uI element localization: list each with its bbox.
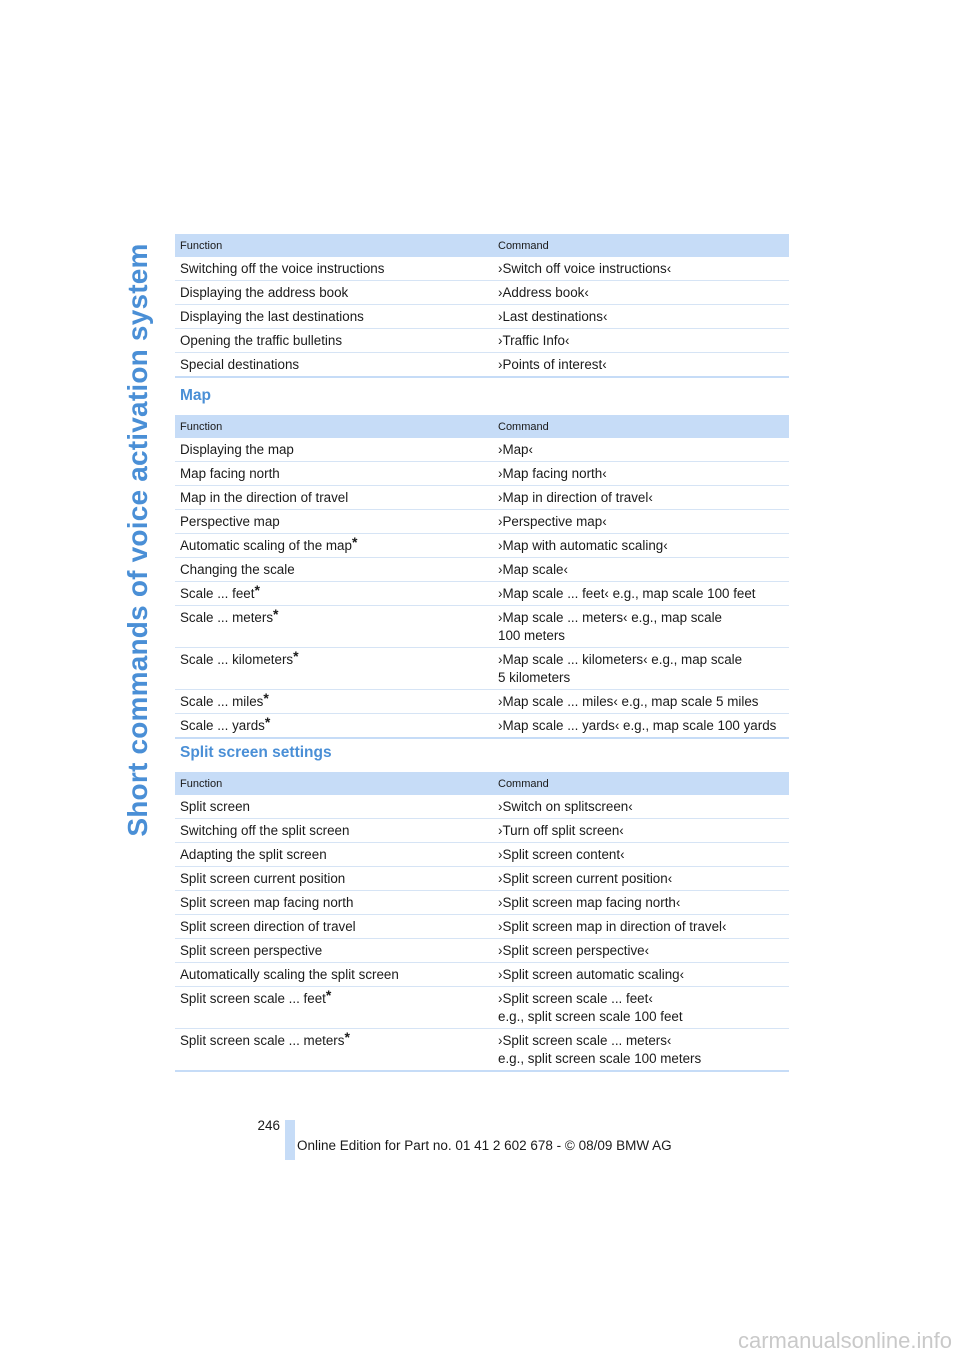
command-cell: ›Perspective map‹ — [493, 510, 789, 534]
table-row — [175, 795, 789, 819]
command-cell: ›Split screen map facing north‹ — [493, 891, 789, 915]
table-body — [175, 257, 789, 377]
function-text: Automatically scaling the split screen — [180, 966, 399, 982]
function-text: Opening the traffic bulletins — [180, 332, 343, 348]
command-cell: ›Map scale ... yards‹ e.g., map scale 100 yards — [493, 714, 789, 739]
command-cell: ›Last destinations‹ — [493, 305, 789, 329]
function-cell — [175, 281, 493, 305]
function-cell — [175, 714, 493, 739]
function-cell — [175, 690, 493, 714]
optional-equipment-star-icon: * — [263, 689, 269, 706]
table-row — [175, 939, 789, 963]
table-body — [175, 795, 789, 1071]
function-text: Switching off the voice instructions — [180, 260, 385, 276]
command-cell: ›Split screen content‹ — [493, 843, 789, 867]
table-row — [175, 819, 789, 843]
command-cell: ›Map scale ... meters‹ e.g., map scale 100 meters — [493, 606, 789, 648]
function-cell — [175, 795, 493, 819]
command-cell: ›Switch off voice instructions‹ — [493, 257, 789, 281]
command-cell: ›Map scale ... feet‹ e.g., map scale 100 feet — [493, 582, 789, 606]
table-row — [175, 843, 789, 867]
command-cell: ›Traffic Info‹ — [493, 329, 789, 353]
function-text: Split screen scale ... feet — [180, 990, 326, 1006]
table-row — [175, 257, 789, 281]
column-header-command: Command — [493, 772, 789, 795]
command-cell: ›Map scale ... kilometers‹ e.g., map scale 5 kilometers — [493, 648, 789, 690]
command-cell: ›Map scale‹ — [493, 558, 789, 582]
function-cell — [175, 353, 493, 378]
table-row — [175, 867, 789, 891]
function-text: Split screen map facing north — [180, 894, 354, 910]
table-row — [175, 305, 789, 329]
optional-equipment-star-icon: * — [273, 605, 279, 622]
table-row — [175, 690, 789, 714]
function-text: Scale ... meters — [180, 609, 274, 625]
table-header-row — [175, 415, 789, 438]
command-cell: ›Points of interest‹ — [493, 353, 789, 378]
table-row — [175, 915, 789, 939]
table-row — [175, 963, 789, 987]
table-row — [175, 353, 789, 378]
function-cell — [175, 867, 493, 891]
table-0 — [175, 234, 789, 378]
table-row — [175, 606, 789, 648]
function-text: Adapting the split screen — [180, 846, 327, 862]
table-row — [175, 558, 789, 582]
table-1 — [175, 415, 789, 739]
table-row — [175, 1029, 789, 1072]
function-cell — [175, 257, 493, 281]
function-cell — [175, 963, 493, 987]
table-row — [175, 329, 789, 353]
command-cell: ›Turn off split screen‹ — [493, 819, 789, 843]
column-header-command: Command — [493, 234, 789, 257]
function-text: Split screen direction of travel — [180, 918, 356, 934]
command-cell: ›Split screen automatic scaling‹ — [493, 963, 789, 987]
table-2 — [175, 772, 789, 1072]
column-header-command: Command — [493, 415, 789, 438]
function-text: Scale ... yards — [180, 717, 265, 733]
function-cell — [175, 939, 493, 963]
function-text: Displaying the address book — [180, 284, 349, 300]
sidebar-chapter-title — [118, 230, 158, 850]
function-cell — [175, 305, 493, 329]
commands-table-map — [175, 415, 789, 739]
function-text: Map facing north — [180, 465, 280, 481]
optional-equipment-star-icon: * — [325, 986, 332, 1003]
command-cell: ›Map in direction of travel‹ — [493, 486, 789, 510]
table-row — [175, 648, 789, 690]
function-cell — [175, 329, 493, 353]
function-cell — [175, 843, 493, 867]
function-cell — [175, 486, 493, 510]
column-header-function: Function — [175, 234, 493, 257]
optional-equipment-star-icon: * — [351, 533, 358, 550]
commands-table-split-screen — [175, 772, 789, 1072]
command-cell: ›Map scale ... miles‹ e.g., map scale 5 miles — [493, 690, 789, 714]
function-text: Perspective map — [180, 513, 280, 529]
function-cell — [175, 510, 493, 534]
function-cell — [175, 915, 493, 939]
function-text: Split screen perspective — [180, 942, 323, 958]
table-row — [175, 534, 789, 558]
function-cell — [175, 819, 493, 843]
command-cell: ›Map facing north‹ — [493, 462, 789, 486]
function-text: Displaying the map — [180, 441, 294, 457]
function-text: Displaying the last destinations — [180, 308, 364, 324]
chapter-title-text: Short commands of voice activation system — [122, 243, 153, 837]
command-cell: ›Split screen map in direction of travel‹ — [493, 915, 789, 939]
table-row — [175, 438, 789, 462]
function-text: Split screen scale ... meters — [180, 1032, 345, 1048]
command-cell: ›Map with automatic scaling‹ — [493, 534, 789, 558]
function-text: Scale ... miles — [180, 693, 264, 709]
function-cell — [175, 582, 493, 606]
table-row — [175, 281, 789, 305]
function-text: Split screen — [180, 798, 250, 814]
optional-equipment-star-icon: * — [344, 1028, 350, 1045]
commands-table-general — [175, 234, 789, 378]
command-cell: ›Map‹ — [493, 438, 789, 462]
command-cell: ›Switch on splitscreen‹ — [493, 795, 789, 819]
footer-accent-bar — [285, 1120, 295, 1160]
function-cell — [175, 1029, 493, 1072]
function-cell — [175, 648, 493, 690]
page-number: 246 — [257, 1118, 280, 1133]
command-cell: ›Split screen perspective‹ — [493, 939, 789, 963]
table-row — [175, 462, 789, 486]
function-text: Switching off the split screen — [180, 822, 350, 838]
footer-edition-text: Online Edition for Part no. 01 41 2 602 678 - © 08/09 BMW AG — [297, 1138, 672, 1153]
command-cell: ›Split screen scale ... meters‹ e.g., split screen scale 100 meters — [493, 1029, 789, 1072]
table-body — [175, 438, 789, 738]
function-text: Split screen current position — [180, 870, 346, 886]
function-text: Automatic scaling of the map — [180, 537, 352, 553]
function-cell — [175, 462, 493, 486]
function-cell — [175, 534, 493, 558]
function-cell — [175, 606, 493, 648]
function-cell — [175, 891, 493, 915]
function-cell — [175, 438, 493, 462]
function-text: Scale ... feet — [180, 585, 255, 601]
optional-equipment-star-icon: * — [264, 713, 271, 730]
function-text: Scale ... kilometers — [180, 651, 294, 667]
optional-equipment-star-icon: * — [293, 647, 299, 664]
section-heading-split-screen: Split screen settings — [180, 744, 332, 761]
table-row — [175, 486, 789, 510]
command-cell: ›Split screen current position‹ — [493, 867, 789, 891]
function-text: Special destinations — [180, 356, 300, 372]
function-text: Changing the scale — [180, 561, 295, 577]
table-row — [175, 714, 789, 739]
command-cell: ›Split screen scale ... feet‹ e.g., split screen scale 100 feet — [493, 987, 789, 1029]
optional-equipment-star-icon: * — [254, 581, 260, 598]
table-row — [175, 891, 789, 915]
function-cell — [175, 558, 493, 582]
column-header-function: Function — [175, 772, 493, 795]
watermark: carmanualsonline.info — [737, 1328, 952, 1353]
table-header-row — [175, 772, 789, 795]
function-cell — [175, 987, 493, 1029]
table-header-row — [175, 234, 789, 257]
command-cell: ›Address book‹ — [493, 281, 789, 305]
function-text: Map in the direction of travel — [180, 489, 349, 505]
section-heading-map: Map — [180, 387, 211, 404]
table-row — [175, 582, 789, 606]
table-row — [175, 987, 789, 1029]
table-row — [175, 510, 789, 534]
column-header-function: Function — [175, 415, 493, 438]
